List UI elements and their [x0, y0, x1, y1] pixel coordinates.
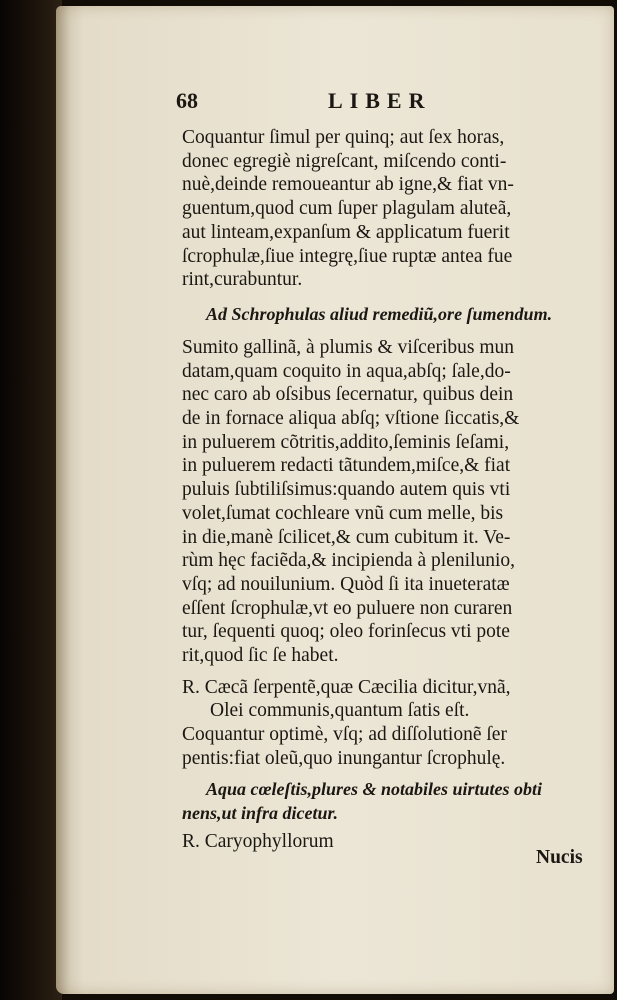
text-line: Sumito gallinã, à plumis & viſceribus mun	[182, 336, 515, 358]
text-line: in puluerem redacti tãtundem,miſce,& fiat	[182, 455, 511, 477]
text-line: rint,curabuntur.	[182, 269, 303, 291]
text-line: ſcrophulæ,ſiue integrę,ſiue ruptæ antea fue	[182, 245, 513, 267]
paragraph-2	[128, 336, 603, 668]
text-line: rit,quod ſic ſe habet.	[182, 645, 339, 667]
paragraph-1	[128, 126, 603, 292]
text-line: eſſent ſcrophulæ,vt eo puluere non curaren	[182, 597, 513, 619]
section-title-line: Aqua cœleſtis,plures & notabiles uirtutes obti	[206, 778, 543, 799]
page-header	[128, 82, 603, 118]
catchword: Nucis	[536, 846, 583, 868]
paragraph-3	[128, 676, 603, 771]
text-line: R. Cæcã ſerpentẽ,quæ Cæcilia dicitur,vnã,	[182, 676, 511, 698]
text-line: de in fornace aliqua abſq; vſtione ſiccatis,&	[182, 408, 520, 430]
text-line: puluis ſubtiliſsimus:quando autem quis vti	[182, 479, 511, 501]
text-line: nec caro ab oſsibus ſecernatur, quibus dein	[182, 384, 514, 406]
text-line: volet,ſumat cochleare vnũ cum melle, bis	[182, 502, 504, 524]
text-line: nuè,deinde remoueantur ab igne,& fiat vn-	[182, 174, 514, 196]
running-head: LIBER	[328, 88, 432, 113]
text-line: Coquantur optimè, vſq; ad diſſolutionẽ ſer	[182, 724, 507, 746]
text-line: Coquantur ſimul per quinq; aut ſex horas,	[182, 127, 505, 148]
page-number: 68	[176, 88, 198, 113]
recipe-line	[128, 829, 603, 868]
page-text	[128, 82, 603, 868]
section-title: Ad Schrophulas aliud remediũ,ore ſumendum.	[206, 303, 553, 324]
text-line: donec egregiè nigreſcant, miſcendo conti-	[182, 150, 507, 172]
section-title-line: nens,ut infra dicetur.	[182, 802, 339, 823]
book-gutter-shadow	[0, 0, 62, 1000]
text-line: Olei communis,quantum ſatis eſt.	[210, 700, 470, 722]
text-line: in puluerem cõtritis,addito,ſeminis ſeſami,	[182, 431, 510, 453]
text-line: datam,quam coquito in aqua,abſq; ſale,do-	[182, 360, 511, 382]
text-line: rùm hęc faciẽda,& incipienda à plenilunio,	[182, 550, 515, 572]
text-line: vſq; ad nouilunium. Quòd ſi ita inueteratæ	[182, 573, 510, 595]
text-line: guentum,quod cum ſuper plagulam aluteã,	[182, 198, 512, 220]
text-line: tur, ſequenti quoq; oleo forinſecus vti pote	[182, 621, 510, 643]
page-fold-shading	[56, 6, 70, 994]
section-heading	[128, 302, 603, 326]
section-heading-2	[128, 777, 603, 825]
text-line: pentis:fiat oleũ,quo inungantur ſcrophulę.	[182, 747, 506, 769]
text-line: aut linteam,expanſum & applicatum fuerit	[182, 221, 510, 243]
recipe-ingredient: R. Caryophyllorum	[182, 830, 334, 852]
text-line: in die,manè ſcilicet,& cum cubitum it. Ve-	[182, 526, 511, 548]
